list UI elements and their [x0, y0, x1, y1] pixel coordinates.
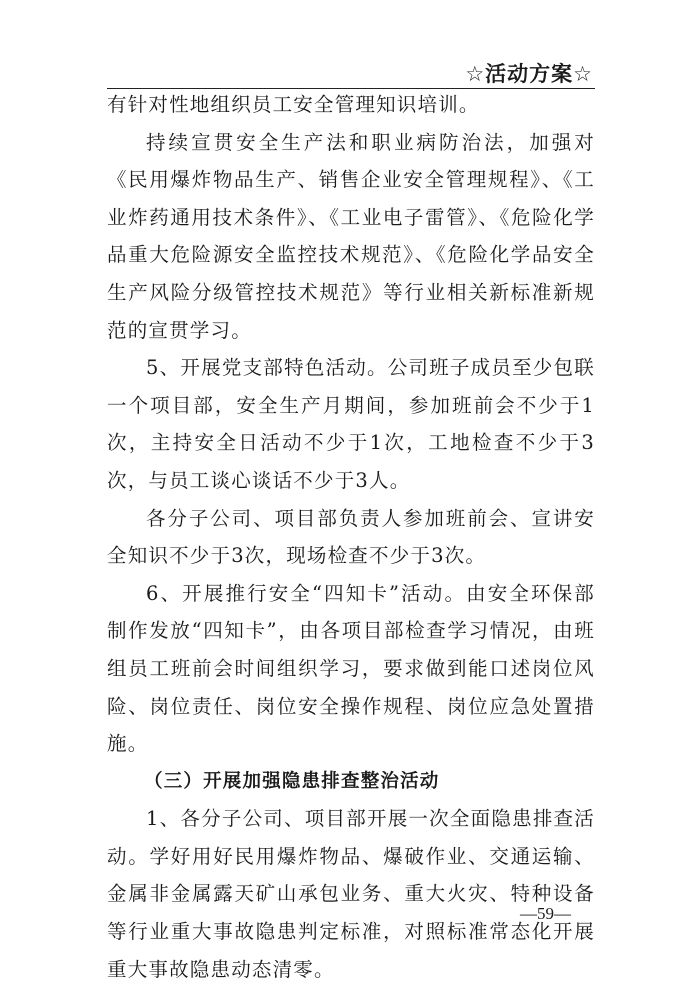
page-number: —59—: [520, 904, 571, 923]
paragraph-item-5-note: 各分子公司、项目部负责人参加班前会、宣讲安全知识不少于3次，现场检查不少于3次。: [107, 506, 595, 568]
paragraph-item-6: 6、开展推行安全“四知卡”活动。由安全环保部制作发放“四知卡”，由各项目部检查学习情况，由班组员工班前会时间组织学习，要求做到能口述岗位风险、岗位责任、岗位安全操作规程、岗位应急处置措施。: [107, 581, 595, 756]
paragraph-item-5: 5、开展党支部特色活动。公司班子成员至少包联一个项目部，安全生产月期间，参加班前会不少于1次，主持安全日活动不少于1次，工地检查不少于3次，与员工谈心谈话不少于3人。: [107, 356, 595, 492]
document-body: [107, 86, 595, 988]
paragraph-item-1: 1、各分子公司、项目部开展一次全面隐患排查活动。学好用好民用爆炸物品、爆破作业、交通运输、金属非金属露天矿山承包业务、重大火灾、特种设备等行业重大事故隐患判定标准，对照标准常态化开展重大事故隐患动态清零。: [107, 807, 595, 981]
section-heading: （三）开展加强隐患排查整治活动: [144, 770, 440, 792]
paragraph-regulations: 持续宣贯安全生产法和职业病防治法，加强对《民用爆炸物品生产、销售企业安全管理规程》、《工业炸药通用技术条件》、《工业电子雷管》、《危险化学品重大危险源安全监控技术规范》、《危险化学品安全生产风险分级管控技术规范》等行业相关新标准新规范的宣贯学习。: [107, 130, 595, 342]
paragraph-continuation: 有针对性地组织员工安全管理知识培训。: [107, 93, 480, 116]
header-title: ☆活动方案☆: [465, 62, 593, 86]
page-header: [107, 56, 595, 89]
